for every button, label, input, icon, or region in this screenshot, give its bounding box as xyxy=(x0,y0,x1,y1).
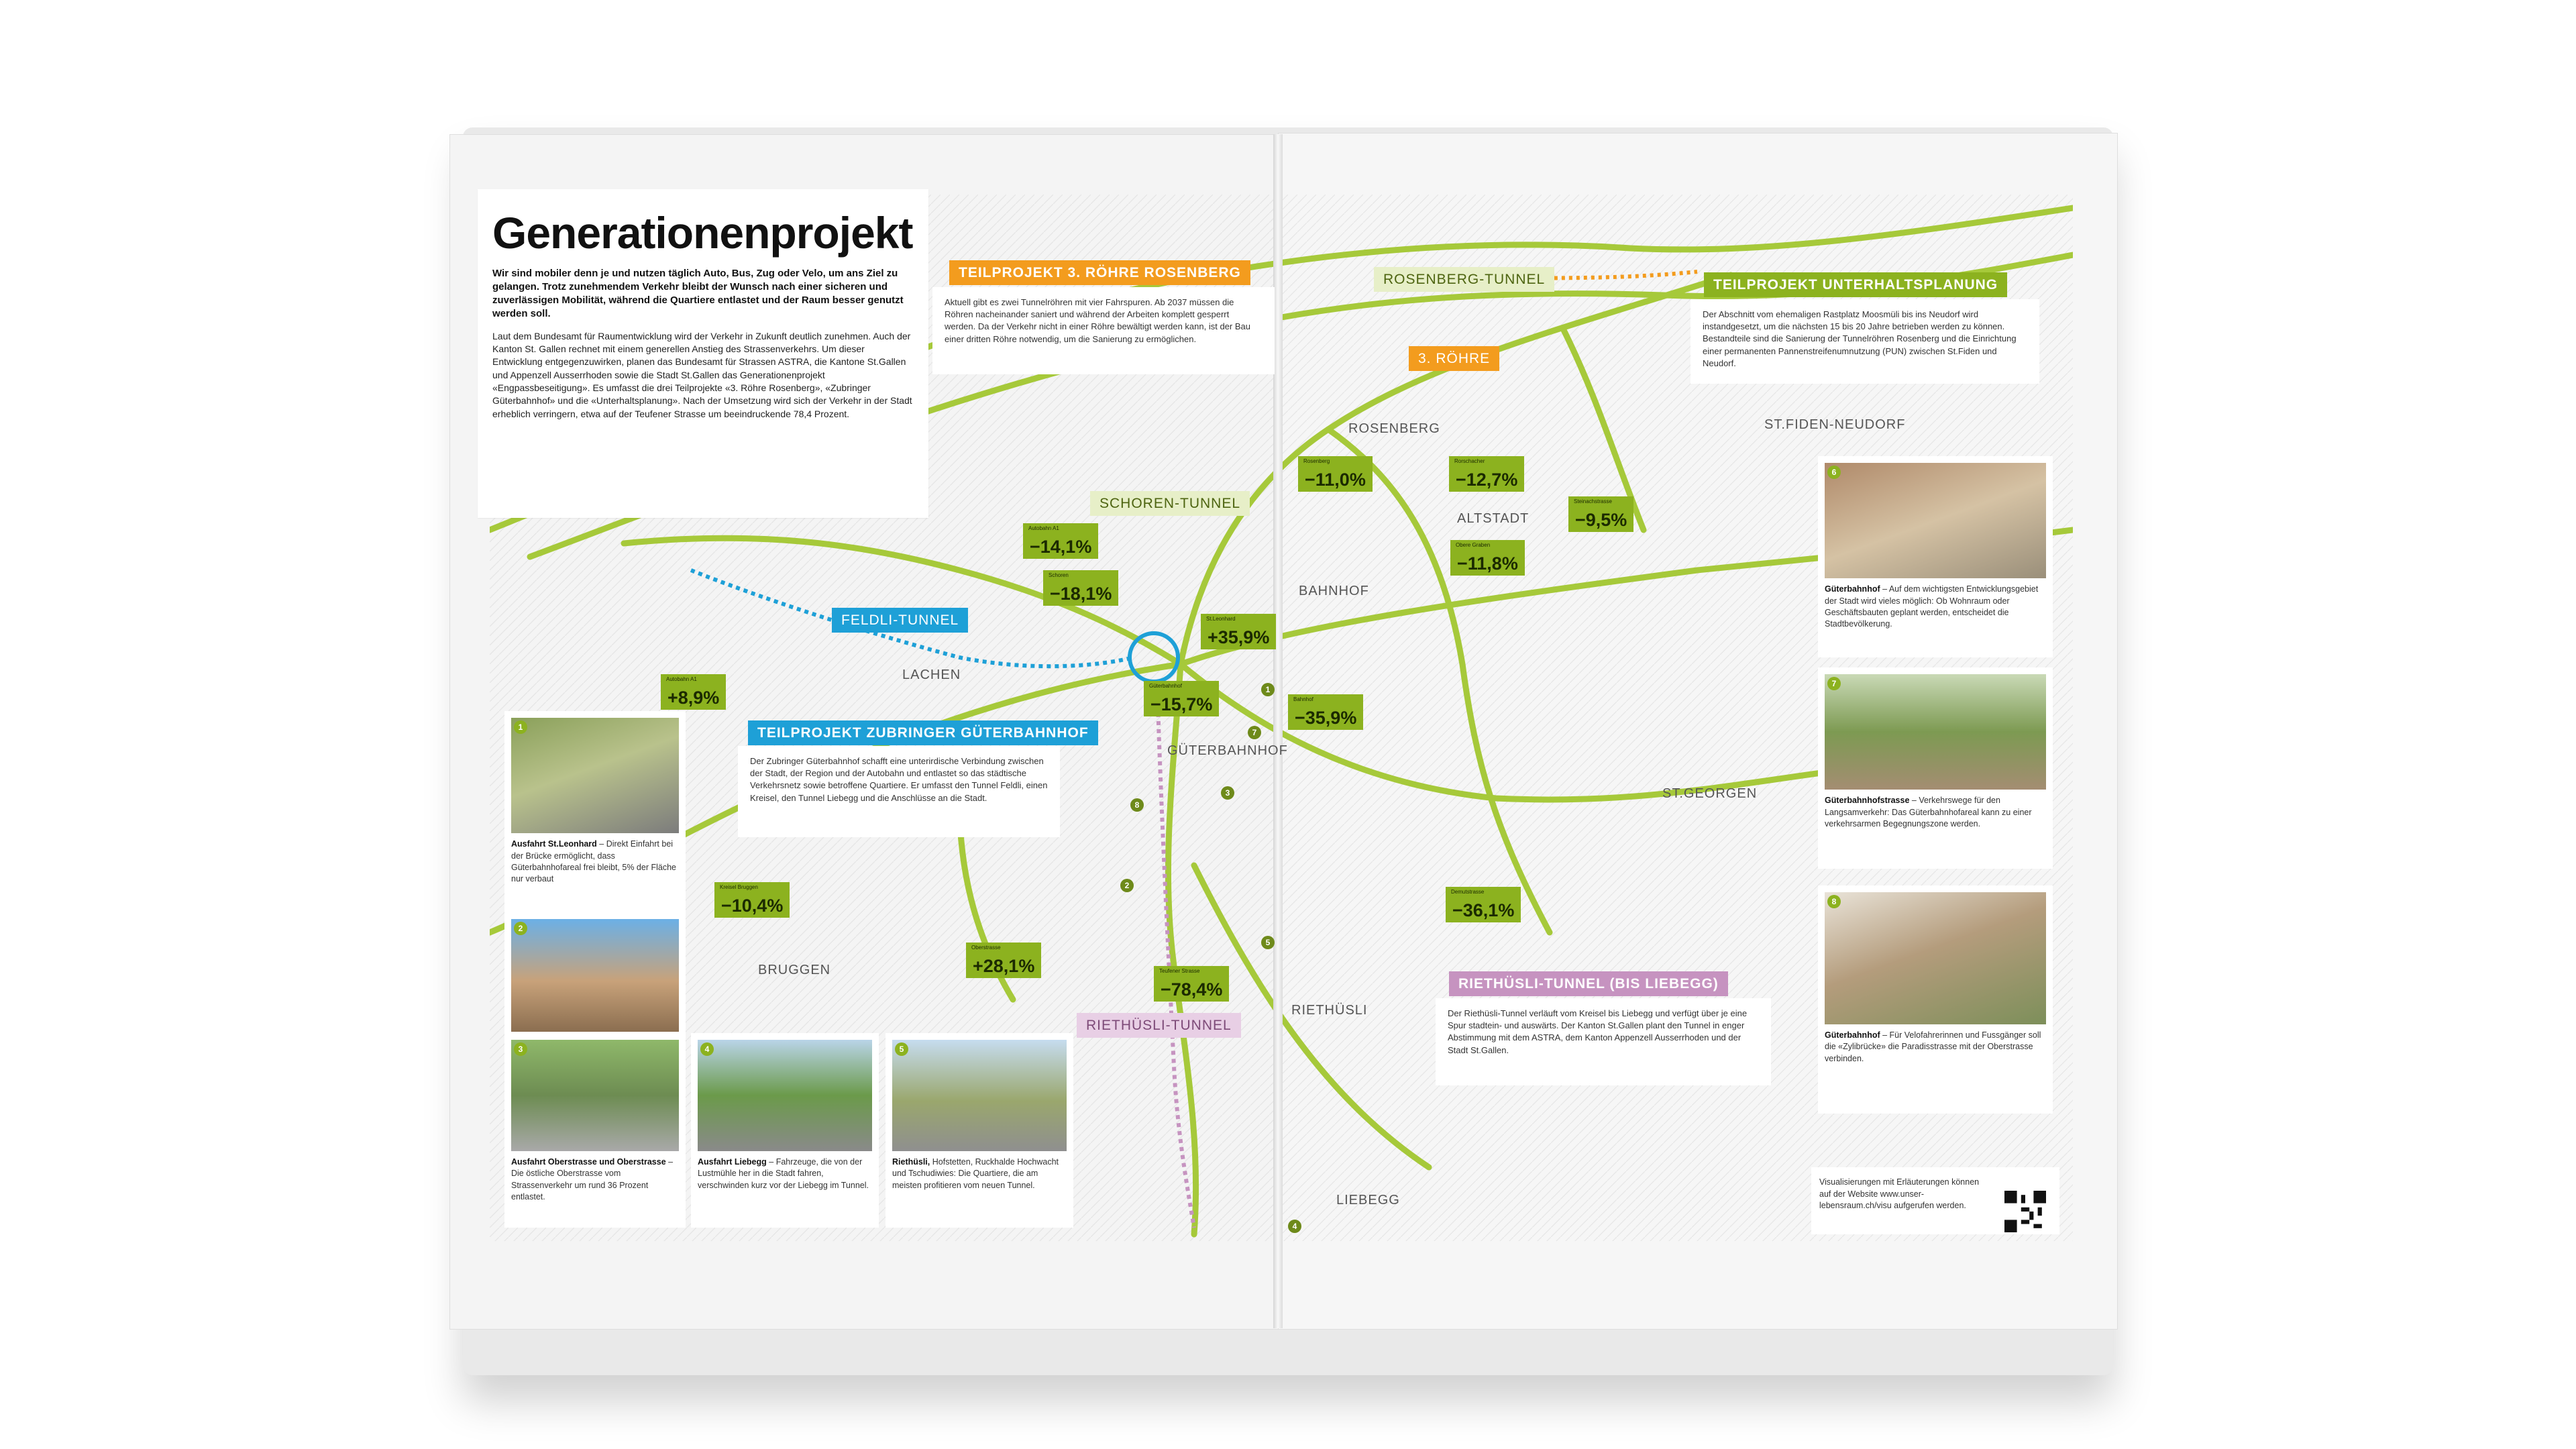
pct-flag: Demutstrasse −36,1% xyxy=(1446,887,1521,922)
card-caption: Güterbahnhofstrasse – Verkehrswege für den Langsamverkehr: Das Güterbahnhofareal kann zu einer verkehrsarmen Begegnungszone werden. xyxy=(1825,796,2032,828)
photo-card xyxy=(1818,885,2053,1114)
photo-gueterbahnhof-aerial: 6 xyxy=(1825,463,2046,578)
pct-flag: Oberstrasse +28,1% xyxy=(966,943,1041,978)
card-caption: Ausfahrt Oberstrasse und Oberstrasse – Die östliche Oberstrasse vom Strassenverkehr um rund 36 Prozent entlastet. xyxy=(511,1157,674,1201)
photo-card xyxy=(504,711,686,912)
page-fold xyxy=(1273,134,1283,1328)
place-liebegg: LIEBEGG xyxy=(1336,1193,1400,1208)
map-pin: 4 xyxy=(1288,1220,1301,1233)
card-caption: Güterbahnhof – Für Velofahrerinnen und Fussgänger soll die «Zylibrücke» die Paradisstrasse mit der Oberstrasse verbinden. xyxy=(1825,1030,2041,1063)
place-riethuesli: RIETHÜSLI xyxy=(1291,1003,1368,1018)
pct-flag: Obere Graben −11,8% xyxy=(1450,540,1525,576)
photo-roundabout: 2 xyxy=(511,919,679,1032)
photo-zylibruecke: 8 xyxy=(1825,892,2046,1024)
pct-flag: Autobahn A1 +8,9% xyxy=(661,674,726,710)
map-pin: 2 xyxy=(1120,879,1134,892)
page-title: Generationenprojekt xyxy=(492,208,913,258)
place-bahnhof: BAHNHOF xyxy=(1299,584,1369,598)
label-schoren-tunnel: SCHOREN-TUNNEL xyxy=(1090,491,1250,516)
pct-flag: Bahnhof −35,9% xyxy=(1288,694,1363,730)
place-st-fiden: ST.FIDEN-NEUDORF xyxy=(1764,417,1906,432)
label-riethuesli-tunnel: RIETHÜSLI-TUNNEL xyxy=(1077,1013,1241,1038)
intro-panel xyxy=(478,189,928,518)
place-lachen: LACHEN xyxy=(902,667,961,682)
tag-riethuesli: RIETHÜSLI-TUNNEL (BIS LIEBEGG) xyxy=(1449,971,1728,996)
zubringer-text: Der Zubringer Güterbahnhof schafft eine unterirdische Verbindung zwischen der Stadt, der Region und der Autobahn und entlastet so das städtische Verkehrsnetz sowie betroffene Quartiere. Er umfasst den Tunnel Feldli, einen Kreisel, den Tunnel Liebegg und die Anschlüsse an die Stadt. xyxy=(738,746,1060,837)
photo-card xyxy=(691,1033,879,1228)
map-pin: 5 xyxy=(1261,936,1275,949)
pct-flag: Steinachstrasse −9,5% xyxy=(1568,496,1633,532)
visualisation-note: Visualisierungen mit Erläuterungen können auf der Website www.unser-lebensraum.ch/visu aufgerufen werden. xyxy=(1811,1167,2059,1234)
photo-card xyxy=(1818,456,2053,657)
photo-aerial: 1 xyxy=(511,718,679,833)
pct-flag: Teufener Strasse −78,4% xyxy=(1154,966,1229,1002)
photo-oberstrasse: 3 xyxy=(511,1040,679,1151)
pct-flag: Güterbahnhof −15,7% xyxy=(1144,681,1219,716)
lead-text: Wir sind mobiler denn je und nutzen täglich Auto, Bus, Zug oder Velo, um ans Ziel zu gelangen. Trotz zunehmendem Verkehr bleibt der Wunsch nach einer sicheren und zuverlässigen Mobilität, während die Quartiere entlastet und der Raum besser genutzt werden soll. xyxy=(492,268,904,319)
place-st-georgen: ST.GEORGEN xyxy=(1662,786,1758,801)
label-feldli-tunnel: FELDLI-TUNNEL xyxy=(832,608,968,633)
photo-riethuesli: 5 xyxy=(892,1040,1067,1151)
card-caption: Güterbahnhof – Auf dem wichtigsten Entwicklungsgebiet der Stadt wird vieles möglich: Ob Wohnraum oder Geschäftsbauten geplant werden, entscheidet die Stadtbevölkerung. xyxy=(1825,584,2039,629)
tag-unterhalt: TEILPROJEKT UNTERHALTSPLANUNG xyxy=(1704,272,2007,297)
label-roehre: 3. RÖHRE xyxy=(1409,346,1499,371)
photo-card xyxy=(504,912,686,1040)
rosenberg-text: Aktuell gibt es zwei Tunnelröhren mit vier Fahrspuren. Ab 2037 müssen die Röhren nacheinander saniert und während der Arbeiten komplett gesperrt werden. Da der Verkehr nicht in einer Röhre bewältigt werden kann, ist der Bau einer dritten Röhre notwendig, um die Sanierung zu ermöglichen. xyxy=(932,287,1275,374)
pct-flag: St.Leonhard +35,9% xyxy=(1201,614,1276,649)
pct-flag: Rorschacher −12,7% xyxy=(1449,456,1524,492)
map-pin: 7 xyxy=(1248,726,1261,739)
map-pin: 3 xyxy=(1221,786,1234,800)
photo-card xyxy=(504,1033,686,1228)
photo-liebegg: 4 xyxy=(698,1040,872,1151)
map-pin: 1 xyxy=(1261,683,1275,696)
place-altstadt: ALTSTADT xyxy=(1457,511,1529,526)
card-caption: Ausfahrt Liebegg – Fahrzeuge, die von der Lustmühle her in die Stadt fahren, verschwinden kurz vor der Liebegg im Tunnel. xyxy=(698,1157,869,1190)
pct-flag: Schoren −18,1% xyxy=(1043,570,1118,606)
photo-card xyxy=(885,1033,1073,1228)
pct-flag: Rosenberg −11,0% xyxy=(1298,456,1373,492)
place-gueterbahnhof: GÜTERBAHNHOF xyxy=(1167,743,1288,758)
label-rosenberg-tunnel: ROSENBERG-TUNNEL xyxy=(1374,267,1554,292)
map-pin: 8 xyxy=(1130,798,1144,812)
photo-card xyxy=(1818,667,2053,869)
qr-code-icon[interactable] xyxy=(2004,1191,2046,1232)
card-caption: Ausfahrt St.Leonhard – Direkt Einfahrt bei der Brücke ermöglicht, dass Güterbahnhofareal frei bleibt, 5% der Fläche nur verbaut xyxy=(511,839,676,884)
pct-flag: Autobahn A1 −14,1% xyxy=(1023,523,1098,559)
pct-flag: Kreisel Bruggen −10,4% xyxy=(714,882,790,918)
card-caption: Riethüsli, Hofstetten, Ruckhalde Hochwacht und Tschudiwies: Die Quartiere, die am meisten profitieren vom neuen Tunnel. xyxy=(892,1157,1059,1190)
tag-rosenberg: TEILPROJEKT 3. RÖHRE ROSENBERG xyxy=(949,260,1250,285)
photo-gueterbahnhofstrasse: 7 xyxy=(1825,674,2046,790)
tag-zubringer: TEILPROJEKT ZUBRINGER GÜTERBAHNHOF xyxy=(748,720,1098,745)
body-text: Laut dem Bundesamt für Raumentwicklung wird der Verkehr in Zukunft deutlich zunehmen. Auch der Kanton St. Gallen rechnet mit einem generellen Anstieg des Strassenverkehrs. Um dieser Entwicklung entgegenzuwirken, planen das Bundesamt für Strassen ASTRA, die Kantone St.Gallen und Appenzell Ausserrhoden sowie die Stadt St.Gallen das Generationenprojekt «Engpassbeseitigung». Es umfasst die drei Teilprojekte «3. Röhre Rosenberg», «Zubringer Güterbahnhof» und die «Unterhaltsplanung». Nach der Umsetzung wird sich der Verkehr in der Stadt erheblich verringern, etwa auf der Teufener Strasse um beeindruckende 78,4 Prozent. xyxy=(492,330,912,419)
place-rosenberg: ROSENBERG xyxy=(1348,421,1440,436)
place-bruggen: BRUGGEN xyxy=(758,963,831,977)
riethuesli-text: Der Riethüsli-Tunnel verläuft vom Kreisel bis Liebegg und verfügt über je eine Spur stadtein- und auswärts. Der Kanton St.Gallen plant den Tunnel in enger Abstimmung mit dem ASTRA, dem Kanton Appenzell Ausserrhoden und der Stadt St.Gallen. xyxy=(1436,998,1771,1085)
unterhalt-text: Der Abschnitt vom ehemaligen Rastplatz Moosmüli bis ins Neudorf wird instandgesetzt, um die nächsten 15 bis 20 Jahre betrieben werden zu können. Bestandteile sind die Sanierung der Tunnelröhren Rosenberg und die Einrichtung einer permanenten Pannenstreifenumnutzung (PUN) zwischen St.Fiden und Neudorf. xyxy=(1690,299,2039,384)
